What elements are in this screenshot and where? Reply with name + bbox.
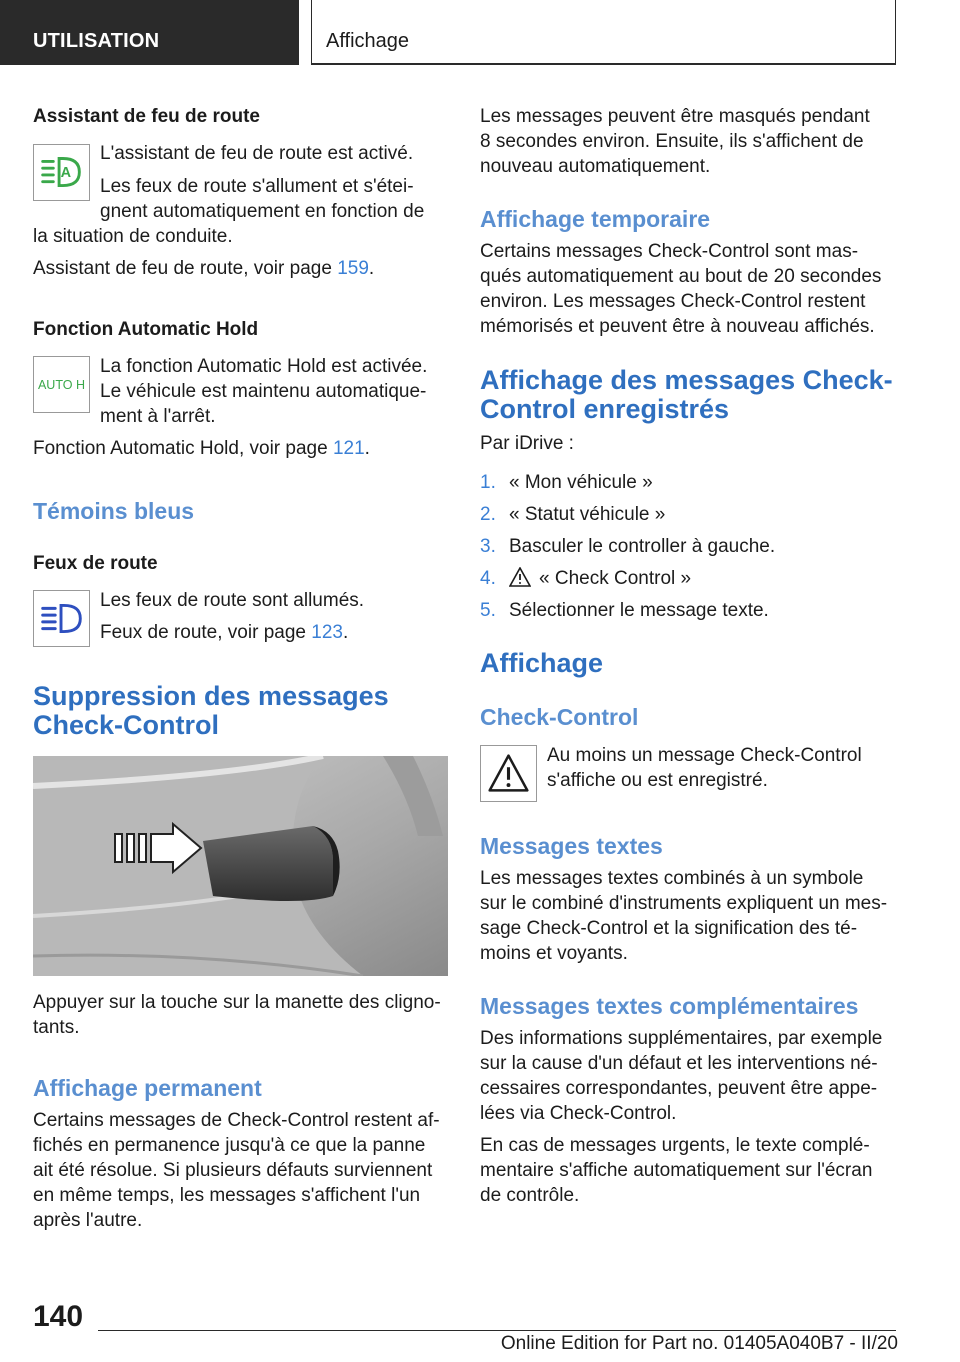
auto-hold-icon <box>33 356 90 413</box>
text-messages-line-1: Les messages textes combinés à un symbole <box>480 868 864 889</box>
temporary-line-2: qués automatiquement au bout de 20 secondes <box>480 266 882 287</box>
svg-text:A: A <box>60 164 72 181</box>
permanent-line-5: après l'autre. <box>33 1210 143 1231</box>
auto-hold-line-1: La fonction Automatic Hold est activée. <box>100 356 428 377</box>
display-heading: Affichage <box>480 648 604 678</box>
supplementary-line-4: lées via Check-Control. <box>480 1103 677 1124</box>
high-beam-assist-title: Assistant de feu de route <box>33 106 260 127</box>
stored-messages-heading-line-2: Control enregistrés <box>480 394 730 424</box>
warning-triangle-icon <box>509 567 531 587</box>
suppression-caption-line-1: Appuyer sur la touche sur la manette des cligno- <box>33 992 441 1013</box>
high-beam-assist-reference: Assistant de feu de route, voir page 159. <box>33 258 375 279</box>
intro-line-2: 8 secondes environ. Ensuite, ils s'affichent de <box>480 131 864 152</box>
supplementary-line-2: sur la cause d'un défaut et les interventions né- <box>480 1053 878 1074</box>
suppression-heading-line-2: Check-Control <box>33 710 220 740</box>
header-section-label: UTILISATION <box>33 30 160 52</box>
page-link-159[interactable]: 159 <box>337 258 369 279</box>
check-control-line-1: Au moins un message Check-Control <box>547 745 862 766</box>
auto-hold-title: Fonction Automatic Hold <box>33 319 259 340</box>
auto-hold-line-2: Le véhicule est maintenu automatique- <box>100 381 427 402</box>
text-messages-line-3: sage Check-Control et la signification des té- <box>480 918 858 939</box>
high-beam-assist-line-4: la situation de conduite. <box>33 226 233 247</box>
urgent-line-2: mentaire s'affiche automatiquement sur l'écran <box>480 1160 873 1181</box>
high-beam-subheading: Feux de route <box>33 553 158 574</box>
svg-text:AUTO H: AUTO H <box>37 377 86 392</box>
header-chapter-tab <box>311 0 896 65</box>
check-control-warning-icon <box>480 745 537 802</box>
high-beam-line: Les feux de route sont allumés. <box>100 590 365 611</box>
high-beam-assist-icon <box>33 144 90 201</box>
temporary-line-4: mémorisés et peuvent être à nouveau affichés. <box>480 316 875 337</box>
intro-line-3: nouveau automatiquement. <box>480 156 711 177</box>
supplementary-messages-heading: Messages textes complémentaires <box>480 993 859 1019</box>
urgent-line-1: En cas de messages urgents, le texte complé- <box>480 1135 870 1156</box>
high-beam-icon <box>33 590 90 647</box>
permanent-line-3: ait été résolue. Si plusieurs défauts surviennent <box>33 1160 433 1181</box>
temporary-line-3: environ. Les messages Check-Control restent <box>480 291 866 312</box>
supplementary-line-1: Des informations supplémentaires, par exemple <box>480 1028 883 1049</box>
intro-line-1: Les messages peuvent être masqués pendant <box>480 106 870 127</box>
suppression-heading-line-1: Suppression des messages <box>33 681 389 711</box>
high-beam-assist-line-1: L'assistant de feu de route est activé. <box>100 143 414 164</box>
permanent-display-heading: Affichage permanent <box>33 1075 262 1101</box>
auto-hold-reference: Fonction Automatic Hold, voir page 121. <box>33 438 370 459</box>
page-link-121[interactable]: 121 <box>332 438 365 459</box>
auto-hold-line-3: ment à l'arrêt. <box>100 406 216 427</box>
header-section-tab <box>0 0 299 65</box>
high-beam-reference: Feux de route, voir page 123. <box>100 622 349 643</box>
urgent-line-3: de contrôle. <box>480 1185 580 1206</box>
text-messages-line-2: sur le combiné d'instruments expliquent un mes- <box>480 893 888 914</box>
temporary-line-1: Certains messages Check-Control sont mas- <box>480 241 859 262</box>
temporary-display-heading: Affichage temporaire <box>480 206 711 232</box>
footer-divider <box>98 1330 896 1331</box>
check-control-line-2: s'affiche ou est enregistré. <box>547 770 768 791</box>
high-beam-assist-line-2: Les feux de route s'allument et s'étei- <box>100 176 414 197</box>
suppression-caption-line-2: tants. <box>33 1017 80 1038</box>
permanent-line-4: en même temps, les messages s'affichent l'un <box>33 1185 421 1206</box>
stored-messages-intro: Par iDrive : <box>480 433 574 454</box>
check-control-heading: Check-Control <box>480 704 639 730</box>
turn-signal-stalk-illustration <box>33 756 448 976</box>
high-beam-assist-line-3: gnent automatiquement en fonction de <box>100 201 425 222</box>
text-messages-line-4: moins et voyants. <box>480 943 628 964</box>
page-link-123[interactable]: 123 <box>311 622 343 643</box>
header-chapter-label: Affichage <box>326 30 410 52</box>
blue-lights-heading: Témoins bleus <box>33 498 195 524</box>
permanent-line-2: fichés en permanence jusqu'à ce que la panne <box>33 1135 426 1156</box>
permanent-line-1: Certains messages de Check-Control restent af- <box>33 1110 440 1131</box>
text-messages-heading: Messages textes <box>480 833 663 859</box>
stored-messages-heading-line-1: Affichage des messages Check- <box>480 365 893 395</box>
footer-edition: Online Edition for Part no. 01405A040B7 - II/20 <box>500 1333 898 1354</box>
supplementary-line-3: cessaires correspondantes, peuvent être appe- <box>480 1078 878 1099</box>
page-number: 140 <box>33 1300 84 1333</box>
